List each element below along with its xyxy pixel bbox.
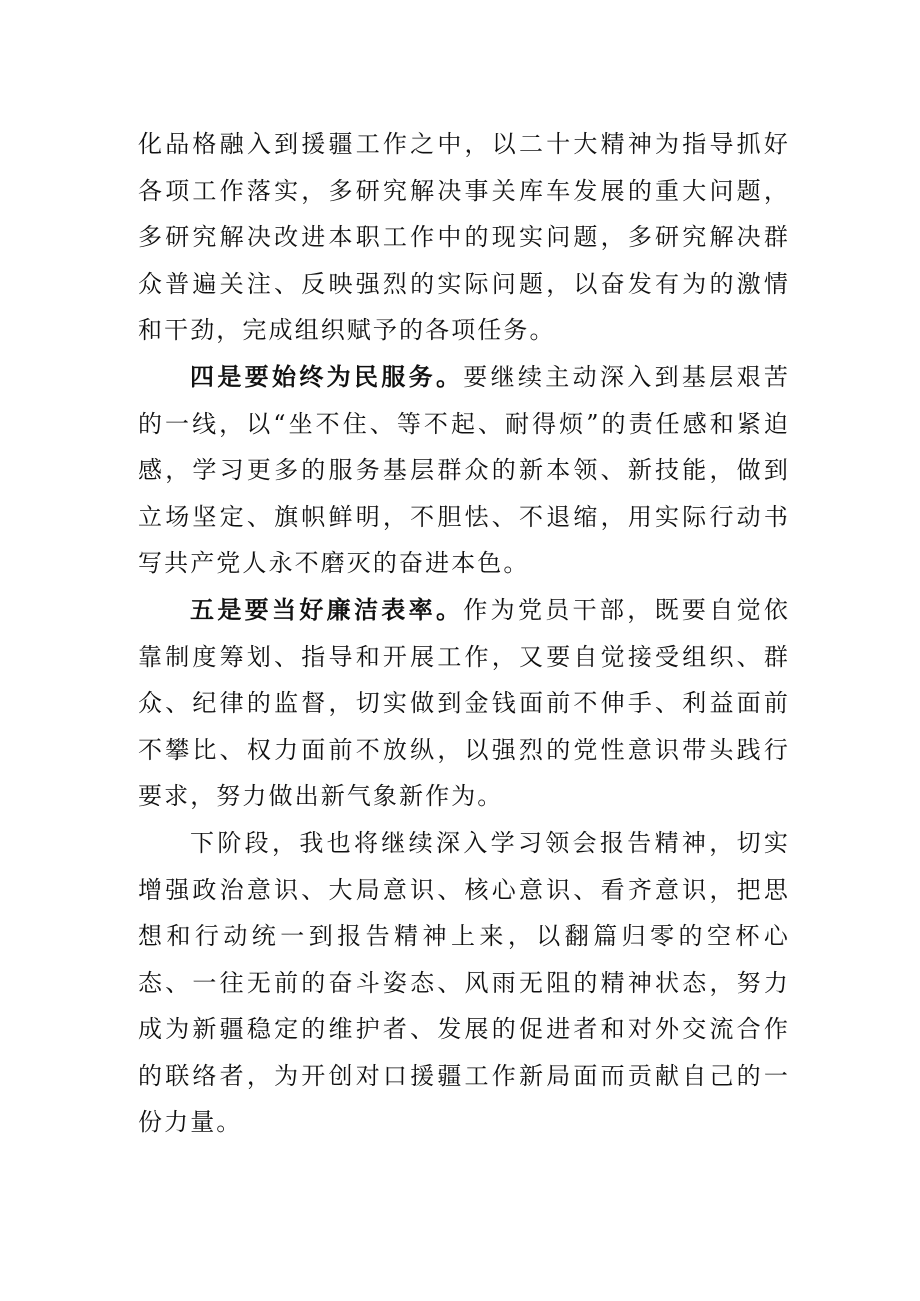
paragraph-integrity bbox=[138, 587, 790, 820]
paragraph-serve-people bbox=[138, 354, 790, 587]
paragraph-text: 化品格融入到援疆工作之中，以二十大精神为指导抓好各项工作落实，多研究解决事关库车发展的重大问题，多研究解决改进本职工作中的现实问题，多研究解决群众普遍关注、反映强烈的实际问题，以奋发有为的激情和干劲，完成组织赋予的各项任务。 bbox=[138, 130, 790, 345]
paragraph-heading: 五是要当好廉洁表率。 bbox=[190, 595, 464, 624]
document-body bbox=[138, 121, 790, 1146]
paragraph-text: 下阶段，我也将继续深入学习领会报告精神，切实增强政治意识、大局意识、核心意识、看齐意识，把思想和行动统一到报告精神上来，以翻篇归零的空杯心态、一往无前的奋斗姿态、风雨无阻的精神状态，努力成为新疆稳定的维护者、发展的促进者和对外交流合作的联络者，为开创对口援疆工作新局面而贡献自己的一份力量。 bbox=[138, 828, 790, 1137]
paragraph-text: 作为党员干部，既要自觉依靠制度筹划、指导和开展工作，又要自觉接受组织、群众、纪律的监督，切实做到金钱面前不伸手、利益面前不攀比、权力面前不放纵，以强烈的党性意识带头践行要求，努力做出新气象新作为。 bbox=[138, 595, 791, 811]
paragraph-heading: 四是要始终为民服务。 bbox=[190, 362, 464, 391]
paragraph-text: 要继续主动深入到基层艰苦的一线，以“坐不住、等不起、耐得烦”的责任感和紧迫感，学习更多的服务基层群众的新本领、新技能，做到立场坚定、旗帜鲜明，不胆怯、不退缩，用实际行动书写共产党人永不磨灭的奋进本色。 bbox=[138, 362, 791, 578]
paragraph-next-stage bbox=[138, 820, 790, 1146]
paragraph-continuation bbox=[138, 121, 790, 354]
